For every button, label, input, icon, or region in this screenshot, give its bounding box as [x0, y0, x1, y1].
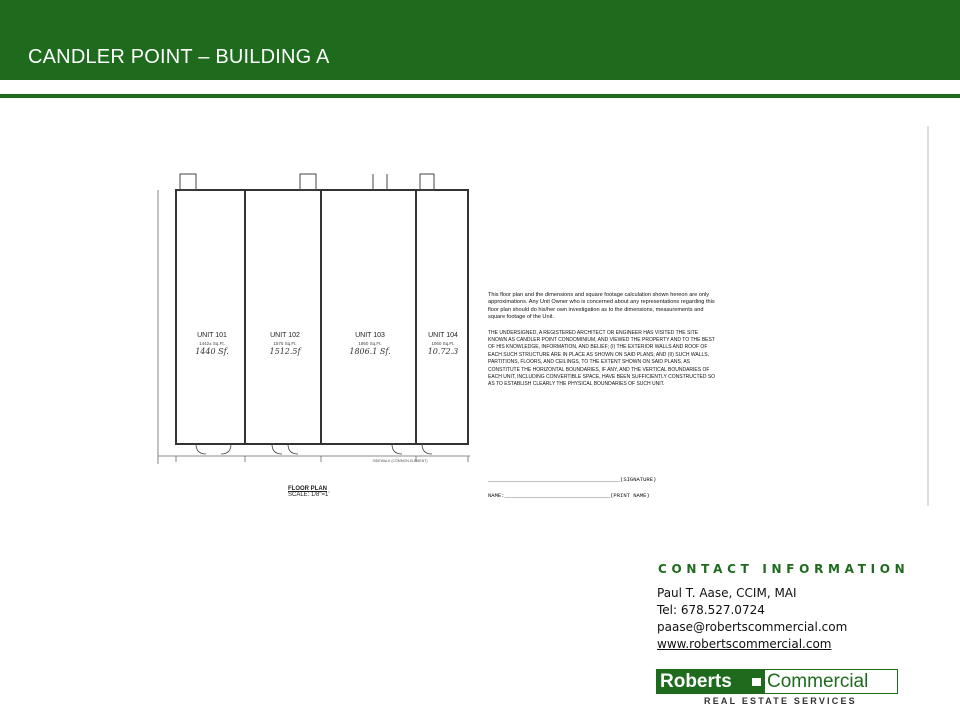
contact-website-link[interactable]: www.robertscommercial.com [657, 637, 832, 651]
logo-right-text: Commercial [767, 671, 869, 692]
unit-label [180, 332, 244, 356]
unit-name: UNIT 102 [270, 332, 300, 339]
handwritten-sqft: 10.72.3 [427, 347, 459, 356]
disclaimer-note [488, 292, 718, 397]
contact-phone: Tel: 678.527.0724 [657, 603, 765, 617]
unit-label [250, 332, 320, 356]
print-name-line: NAME:________________________________(PRINT NAME) [488, 492, 650, 499]
floor-plan-caption [288, 486, 329, 498]
contact-name: Paul T. Aase, CCIM, MAI [657, 586, 797, 600]
logo-left-text: Roberts [657, 670, 765, 693]
slide-title: CANDLER POINT – BUILDING A [28, 46, 330, 68]
logo-subtitle: REAL ESTATE SERVICES [704, 696, 857, 706]
floor-plan-scale: SCALE: 1/8"=1' [288, 492, 330, 498]
handwritten-sqft: 1512.5f [269, 347, 301, 356]
company-logo [656, 669, 898, 694]
certification-paragraph: THE UNDERSIGNED, A REGISTERED ARCHITECT OR ENGINEER HAS VISITED THE SITE KNOWN AS CANDLER POINT CONDOMINIUM, AND VIEWED THE PROPERTY AND TO THE BEST OF HIS KNOWLEDGE, INFORMATION, AND BELIEF; (I) THE EXTERIOR WALLS AND ROOF OF EACH SUCH STRUCTURE ARE IN PLACE AS SHOWN ON SAID PLANS; AND (II) SUCH WALLS, PARTITIONS, FLOORS, AND CEILINGS, TO THE EXTENT SHOWN ON SAID PLANS, AS CONSTITUTE THE HORIZONTAL BOUNDARIES, IF ANY, AND THE VERTICAL BOUNDARIES OF EACH UNIT, INCLUDING CONVERTIBLE SPACE, HAVE BEEN SUFFICIENTLY CONSTRUCTED SO AS TO ESTABLISH CLEARLY THE PHYSICAL BOUNDARIES OF SUCH UNIT. [488, 329, 716, 388]
unit-sqft: 1575 Sq.Ft. [273, 341, 297, 346]
handwritten-sqft: 1440 Sf. [195, 347, 229, 356]
unit-sqft: 1860 Sq.Ft. [358, 341, 382, 346]
floor-plan-drawing [40, 126, 930, 546]
unit-name: UNIT 104 [428, 332, 458, 339]
logo-mark-icon [752, 678, 761, 686]
sidewalk-label: SIDEWALK (COMMON ELEMENT) [372, 459, 428, 463]
signature-line: ________________________________________(SIGNATURE) [488, 476, 657, 483]
floor-plan-document [40, 126, 930, 546]
unit-name: UNIT 103 [355, 332, 385, 339]
contact-heading: CONTACT INFORMATION [658, 562, 910, 576]
unit-label [418, 332, 468, 356]
unit-sqft: 1060 Sq.Ft. [431, 341, 455, 346]
unit-sqft: 1442± Sq.Ft. [199, 341, 225, 346]
header-divider [0, 94, 960, 98]
floor-plan-title: FLOOR PLAN [288, 486, 327, 492]
handwritten-sqft: 1806.1 Sf. [349, 347, 391, 356]
contact-email[interactable]: paase@robertscommercial.com [657, 620, 848, 634]
unit-label [330, 332, 410, 356]
title-bar [0, 0, 960, 80]
disclaimer-paragraph: This floor plan and the dimensions and square footage calculation shown hereon are only approximations. Any Unit Owner who is concerned about any representations regarding this floor plan should do his/her own investigation as to the dimensions, measurements and square footage of the Unit. [488, 292, 715, 321]
unit-name: UNIT 101 [197, 332, 227, 339]
